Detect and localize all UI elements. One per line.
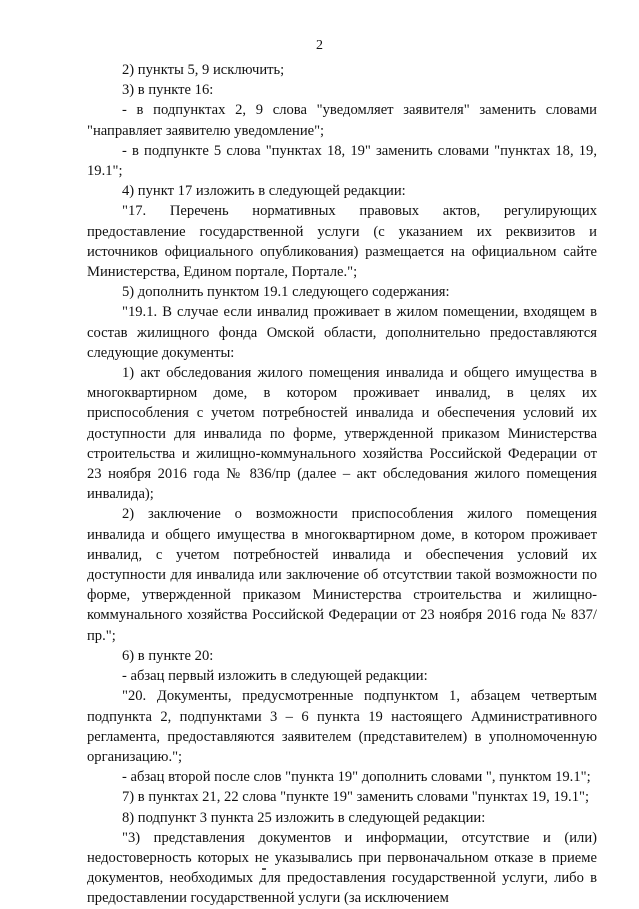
paragraph-subitem: - абзац второй после слов "пункта 19" дополнить словами ", пунктом 19.1"; xyxy=(122,769,591,786)
page-number: 2 xyxy=(316,38,323,53)
paragraph-item-3: 3) в пункте 16: xyxy=(122,82,214,99)
quoted-clause-17: "17. Перечень нормативных правовых актов, регулирующих предоставление государственной услуги (с указанием их реквизитов и источников официального опубликования) размещается на официальном сайте Министерства, Едином портале, Портале."; xyxy=(87,203,597,281)
quoted-clause-19-1: "19.1. В случае если инвалид проживает в жилом помещении, входящем в состав жилищного фонда Омской области, дополнительно предоставляются следующие документы: xyxy=(87,304,597,361)
paragraph-item-2: 2) пункты 5, 9 исключить; xyxy=(122,62,285,78)
quoted-clause-20: "20. Документы, предусмотренные подпунктом 1, абзацем четвертым подпункта 2, подпунктами 3 – 6 пункта 19 настоящего Административного регламента, предоставляются заявителем (представителем) в уполномоченную организацию."; xyxy=(87,688,597,765)
quoted-subclause-2: 2) заключение о возможности приспособления жилого помещения инвалида и общего имущества в многоквартирном доме, в котором проживает инвалид, с учетом потребностей инвалида и обеспечения условий их доступности для инвалида или заключение об отсутствии такой возможности по форме, утвержденной приказом Министерства строительства и жилищно-коммунального хозяйства Российской Федерации от 23 ноября 2016 года № 837/пр."; xyxy=(87,506,597,644)
quoted-subclause-3: "3) представления документов и информации, отсутствие и (или) недостоверность которых не указывались при первоначальном отказе в приеме документов, необходимых для предоставления государственной услуги, либо в предоставлении государственной услуги (за исключением xyxy=(87,829,597,907)
paragraph-item-4: 4) пункт 17 изложить в следующей редакции: xyxy=(122,183,406,200)
paragraph-subitem: - в подпункте 5 слова "пунктах 18, 19" заменить словами "пунктах 18, 19, 19.1"; xyxy=(87,142,597,180)
paragraph-subitem: - в подпунктах 2, 9 слова "уведомляет заявителя" заменить словами "направляет заявителю уведомление"; xyxy=(87,102,597,139)
paragraph-subitem: - абзац первый изложить в следующей редакции: xyxy=(122,668,428,685)
scan-speck xyxy=(262,868,266,870)
paragraph-item-5: 5) дополнить пунктом 19.1 следующего содержания: xyxy=(122,284,450,301)
paragraph-item-6: 6) в пункте 20: xyxy=(122,647,214,664)
paragraph-item-7: 7) в пунктах 21, 22 слова "пункте 19" заменить словами "пунктах 19, 19.1"; xyxy=(122,789,589,806)
document-body xyxy=(87,60,597,909)
paragraph-item-8: 8) подпункт 3 пункта 25 изложить в следующей редакции: xyxy=(122,809,486,826)
quoted-subclause-1: 1) акт обследования жилого помещения инвалида и общего имущества в многоквартирном доме, в котором проживает инвалид, в целях их приспособления с учетом потребностей инвалида и обеспечения условий их доступности для инвалида по форме, утвержденной приказом Министерства строительства и жилищно-коммунального хозяйства Российской Федерации от 23 ноября 2016 года № 836/пр (далее – акт обследования жилого помещения инвалида); xyxy=(87,365,597,503)
